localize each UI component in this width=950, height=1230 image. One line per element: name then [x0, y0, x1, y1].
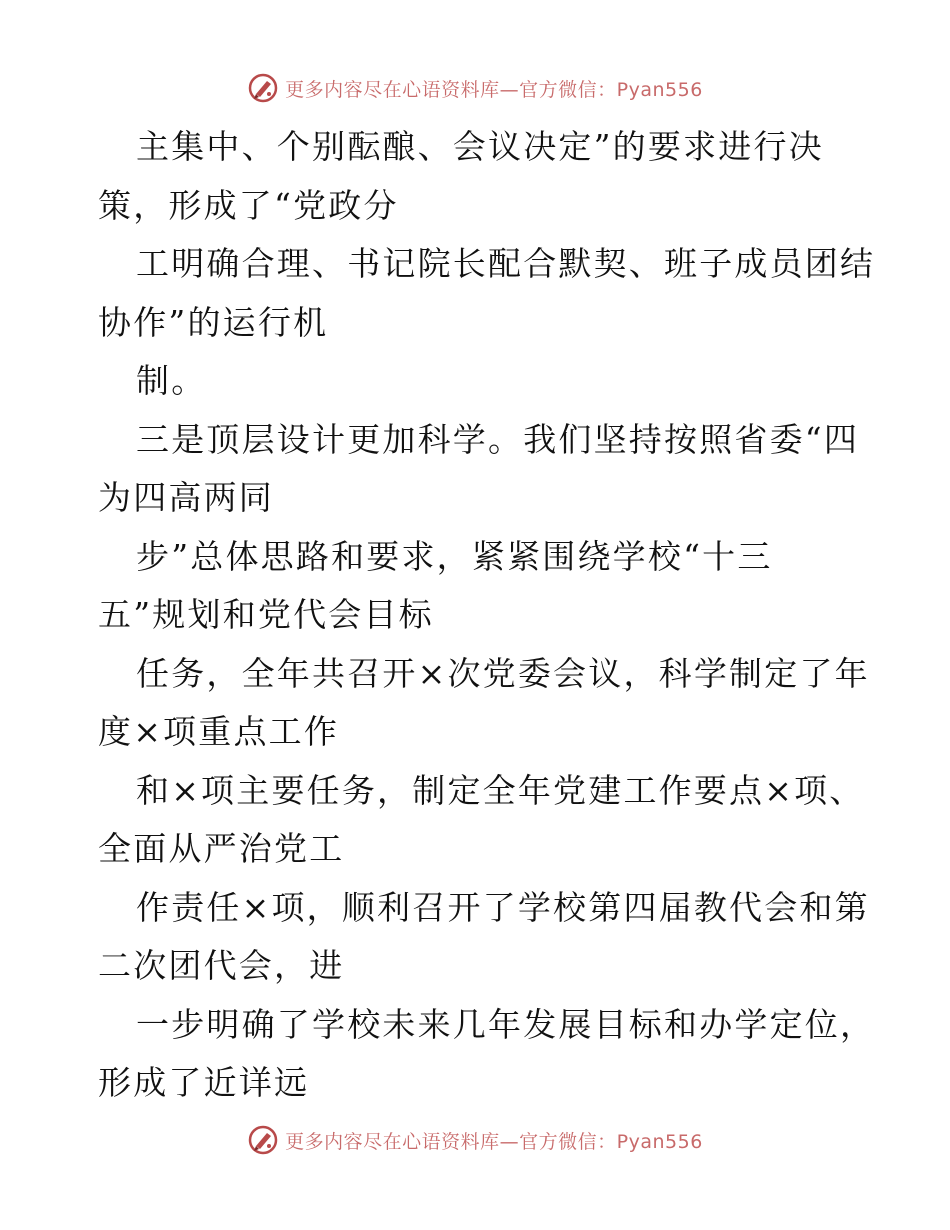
text-line: 二次团代会，进	[98, 946, 345, 985]
watermark-text: 更多内容尽在心语资料库—官方微信：Pyan556	[285, 1130, 703, 1153]
watermark-text: 更多内容尽在心语资料库—官方微信：Pyan556	[285, 78, 703, 101]
text-line: 和×项主要任务，制定全年党建工作要点×项、	[136, 770, 865, 810]
text-line: 制。	[136, 361, 207, 400]
text-line: 步”总体思路和要求，紧紧围绕学校“十三	[136, 536, 773, 576]
text-line: 策，形成了“党政分	[98, 185, 399, 225]
text-line: 作责任×项，顺利召开了学校第四届教代会和第	[136, 887, 870, 927]
text-line: 任务，全年共召开×次党委会议，科学制定了年	[136, 653, 870, 693]
text-line: 为四高两同	[98, 478, 274, 517]
text-line: 一步明确了学校未来几年发展目标和办学定位，	[136, 1004, 876, 1044]
text-line: 三是顶层设计更加科学。我们坚持按照省委“四	[136, 419, 860, 459]
pen-seal-icon	[247, 1124, 279, 1156]
text-line: 度×项重点工作	[98, 712, 340, 751]
pen-seal-icon	[247, 72, 279, 104]
header-watermark	[0, 68, 950, 108]
text-line: 工明确合理、书记院长配合默契、班子成员团结	[136, 244, 876, 283]
text-line: 五”规划和党代会目标	[98, 595, 434, 634]
text-line: 形成了近详远	[98, 1063, 310, 1102]
footer-watermark	[0, 1120, 950, 1160]
text-line: 主集中、个别酝酿、会议决定”的要求进行决	[136, 127, 824, 166]
document-body	[98, 118, 888, 1113]
text-line: 全面从严治党工	[98, 829, 345, 868]
text-line: 协作”的运行机	[98, 302, 329, 342]
